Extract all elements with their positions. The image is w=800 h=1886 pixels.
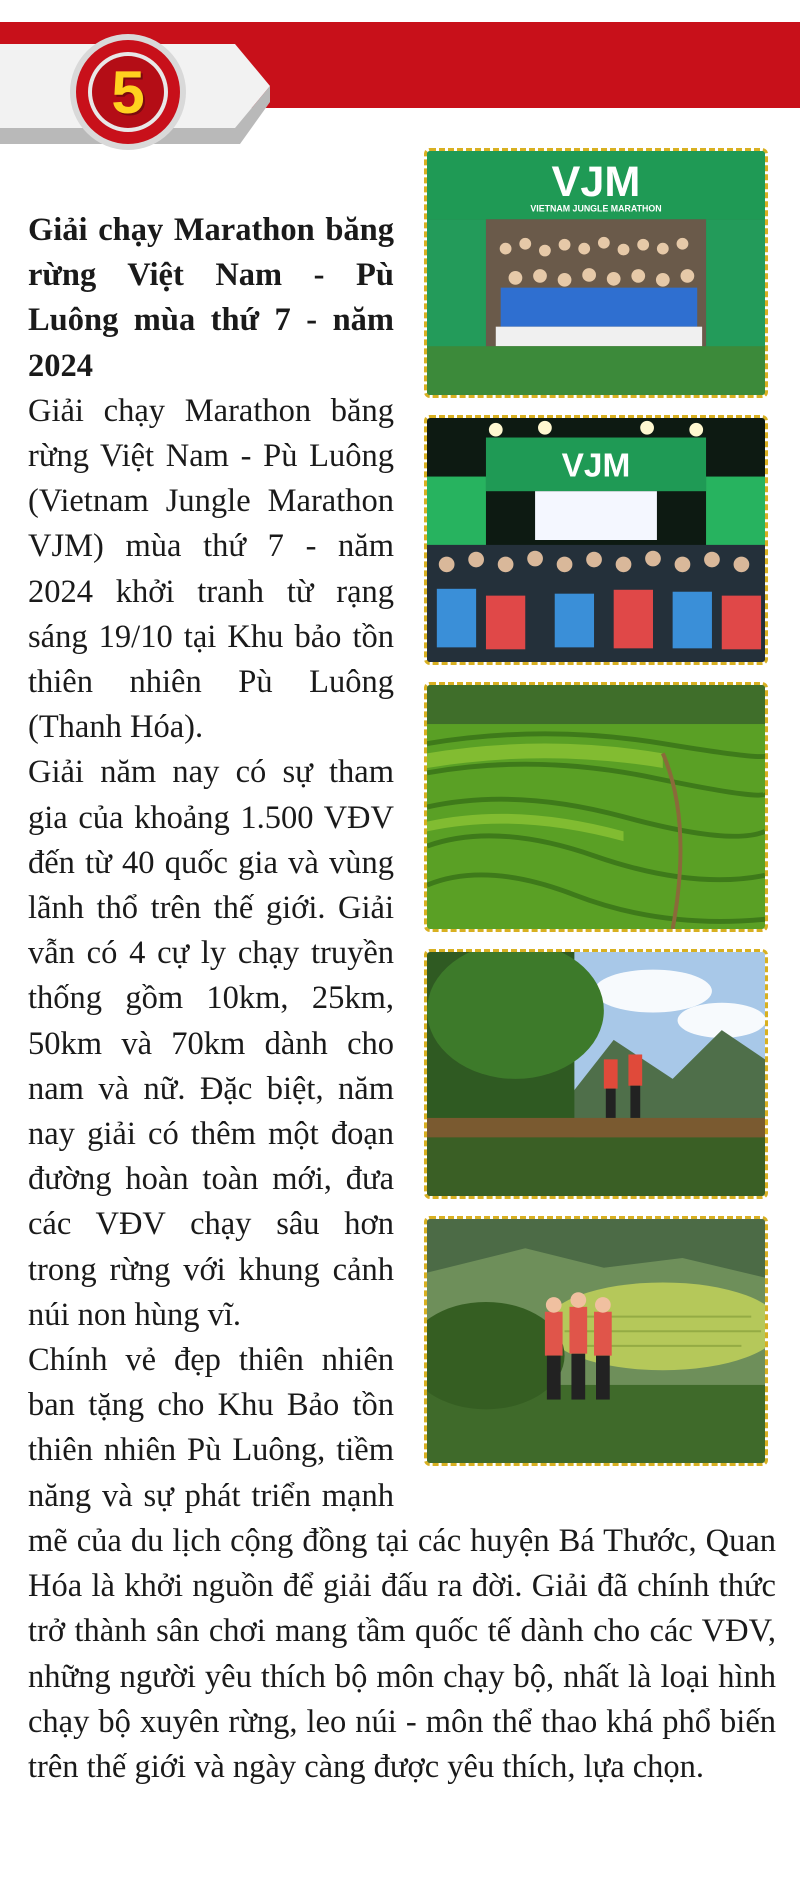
photo-column — [424, 148, 776, 1483]
photo-arch-text-night: VJM — [561, 447, 631, 485]
section-number-badge — [68, 32, 188, 152]
photo-valley-runners — [424, 1216, 768, 1466]
photo-rice-terraces — [424, 682, 768, 932]
section-number: 5 — [111, 58, 145, 126]
photo-arch-text: VJM — [551, 158, 641, 206]
article-title: Giải chạy Marathon băng rừng Việt Nam - Pù Luông mùa thứ 7 - năm 2024 — [28, 212, 394, 384]
photo-start-gate-night — [424, 415, 768, 665]
article-paragraph-3: Chính vẻ đẹp thiên nhiên ban tặng cho Khu Bảo tồn thiên nhiên Pù Luông, tiềm năng và sự phát triển mạnh mẽ của du lịch cộng đồng tại các huyện Bá Thước, Quan Hóa là khởi nguồn để giải đấu ra đời. Giải đã chính thức trở thành sân chơi mang tầm quốc tế dành cho các VĐV, những người yêu thích bộ môn chạy bộ, nhất là loại hình chạy bộ xuyên rừng, leo núi - môn thể thao khá phổ biến trên thế giới và ngày càng được yêu thích, lựa chọn. — [28, 1342, 776, 1785]
photo-bamboo-bridge — [424, 949, 768, 1199]
photo-start-gate-day — [424, 148, 768, 398]
article-paragraph-2: Giải năm nay có sự tham gia của khoảng 1.500 VĐV đến từ 40 quốc gia và vùng lãnh thổ trên thế giới. Giải vẫn có 4 cự ly chạy truyền thống gồm 10km, 25km, 50km và 70km dành cho nam và nữ. Đặc biệt, năm nay giải có thêm một đoạn đường hoàn toàn mới, đưa các VĐV chạy sâu hơn trong rừng với khung cảnh núi non hùng vĩ. — [28, 754, 394, 1333]
article — [28, 158, 776, 1790]
article-paragraph-1: Giải chạy Marathon băng rừng Việt Nam - Pù Luông (Vietnam Jungle Marathon VJM) mùa thứ 7 - năm 2024 khởi tranh từ rạng sáng 19/10 tại Khu bảo tồn thiên nhiên Pù Luông (Thanh Hóa). — [28, 392, 394, 746]
photo-arch-subtitle: VIETNAM JUNGLE MARATHON — [530, 203, 662, 214]
